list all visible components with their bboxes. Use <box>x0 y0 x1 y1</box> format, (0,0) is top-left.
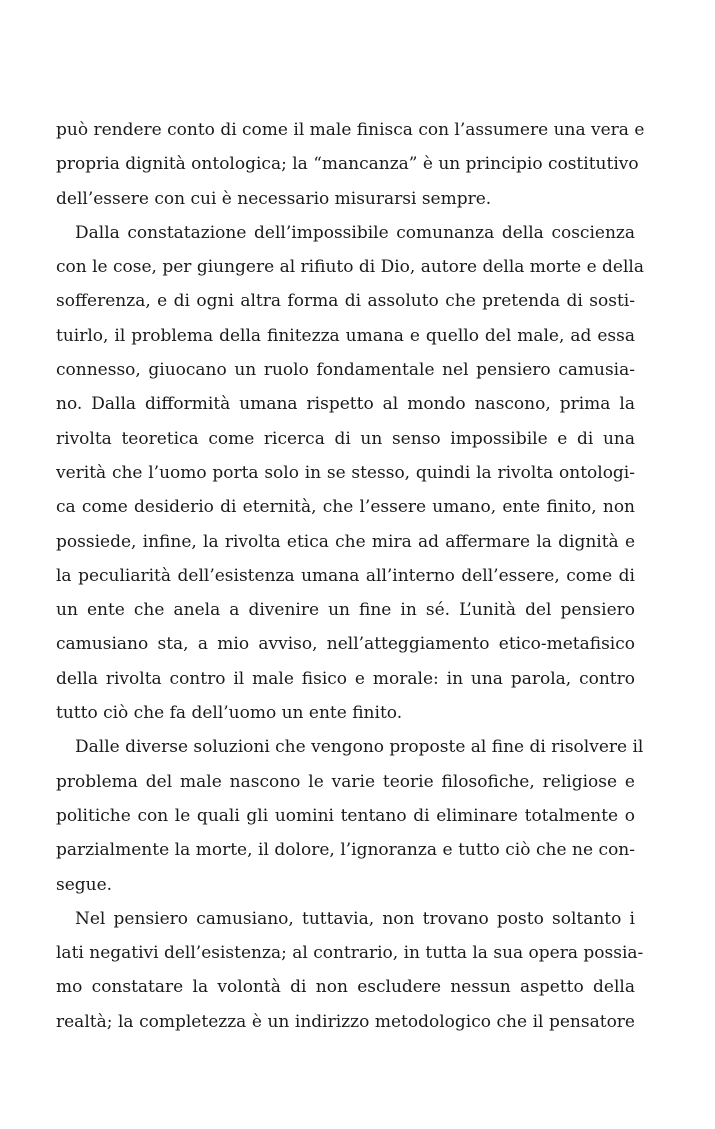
text-line: della rivolta contro il male fisico e morale: in una parola, contro <box>56 668 635 689</box>
text-line: può rendere conto di come il male finisca con l’assumere una vera e <box>56 120 645 140</box>
paragraph-2 <box>56 220 645 734</box>
paragraph-1 <box>56 117 645 220</box>
text-line: verità che l’uomo porta solo in se stesso, quindi la rivolta ontologi- <box>56 462 635 483</box>
text-line: tuirlo, il problema della finitezza umana e quello del male, ad essa <box>56 325 635 346</box>
text-line: mo constatare la volontà di non escludere nessun aspetto della <box>56 977 635 998</box>
text-line: no. Dalla difformità umana rispetto al mondo nascono, prima la <box>56 394 635 415</box>
text-line: lati negativi dell’esistenza; al contrario, in tutta la sua opera possia- <box>56 943 644 964</box>
text-line: un ente che anela a divenire un fine in sé. L’unità del pensiero <box>56 600 635 621</box>
text-line: propria dignità ontologica; la “mancanza” è un principio costitutivo <box>56 154 639 175</box>
paragraph-3 <box>56 734 644 905</box>
text-line: camusiano sta, a mio avviso, nell’atteggiamento etico-metafisico <box>56 634 635 655</box>
text-line: segue. <box>56 874 113 895</box>
text-line: possiede, infine, la rivolta etica che mira ad affermare la dignità e <box>56 531 635 552</box>
text-line: realtà; la completezza è un indirizzo metodologico che il pensatore <box>56 1011 635 1032</box>
text-line: con le cose, per giungere al rifiuto di Dio, autore della morte e della <box>56 257 645 278</box>
text-line: Dalla constatazione dell’impossibile comunanza della coscienza <box>75 222 635 243</box>
document-page <box>56 117 645 1043</box>
text-line: connesso, giuocano un ruolo fondamentale nel pensiero camusia- <box>56 360 635 381</box>
text-line: dell’essere con cui è necessario misurarsi sempre. <box>56 188 492 209</box>
text-line: la peculiarità dell’esistenza umana all’interno dell’essere, come di <box>56 565 635 586</box>
text-line: Dalle diverse soluzioni che vengono proposte al fine di risolvere il <box>75 737 644 758</box>
text-line: problema del male nascono le varie teorie filosofiche, religiose e <box>56 771 635 792</box>
text-line: politiche con le quali gli uomini tentano di eliminare totalmente o <box>56 805 635 826</box>
text-line: ca come desiderio di eternità, che l’essere umano, ente finito, non <box>56 497 635 518</box>
paragraph-4 <box>56 906 644 1043</box>
text-line: sofferenza, e di ogni altra forma di assoluto che pretenda di sosti- <box>56 291 635 312</box>
text-line: rivolta teoretica come ricerca di un senso impossibile e di una <box>56 428 635 449</box>
text-line: tutto ciò che fa dell’uomo un ente finito. <box>56 703 403 724</box>
text-line: parzialmente la morte, il dolore, l’ignoranza e tutto ciò che ne con- <box>56 840 635 861</box>
text-line: Nel pensiero camusiano, tuttavia, non trovano posto soltanto i <box>75 908 635 929</box>
